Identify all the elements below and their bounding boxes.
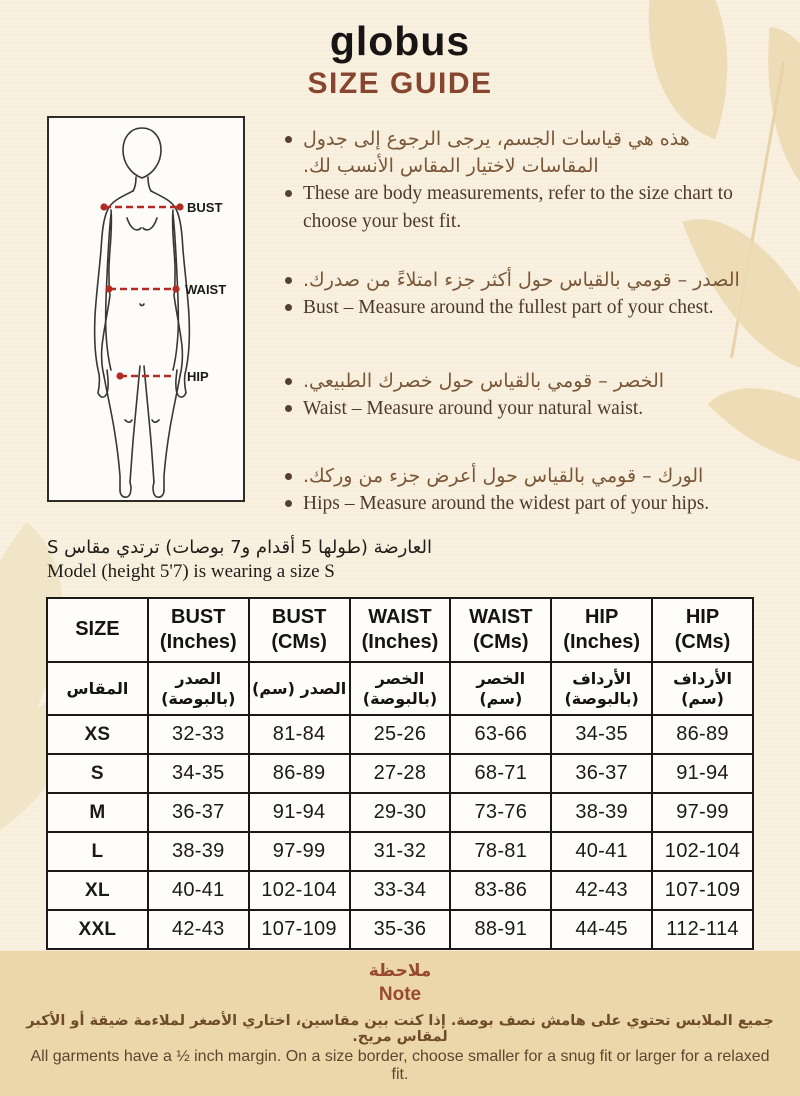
bullet-text-ar: الورك – قومي بالقياس حول أعرض جزء من وركك. xyxy=(303,464,704,487)
list-item xyxy=(285,368,758,395)
list-item xyxy=(285,267,758,294)
table-cell: 88-91 xyxy=(450,910,551,949)
column-header: BUST (Inches) xyxy=(148,598,249,662)
bullet-text-ar: الصدر – قومي بالقياس حول أكثر جزء امتلاءً من صدرك. xyxy=(303,269,740,292)
bullet-dot-icon xyxy=(285,277,292,284)
column-header: SIZE xyxy=(47,598,148,662)
table-cell: 35-36 xyxy=(350,910,451,949)
table-cell: 38-39 xyxy=(551,793,652,832)
bullet-list xyxy=(245,116,758,517)
table-row xyxy=(47,793,753,832)
column-header: WAIST (CMs) xyxy=(450,598,551,662)
list-item-group xyxy=(285,463,758,518)
column-header-ar: الخصر (بالبوصة) xyxy=(350,662,451,715)
list-item xyxy=(285,395,758,423)
size-label-cell: S xyxy=(47,754,148,793)
list-item xyxy=(285,490,758,518)
bullet-text-ar: الخصر – قومي بالقياس حول خصرك الطبيعي. xyxy=(303,369,665,392)
hip-label: HIP xyxy=(187,369,209,384)
column-header-ar: الأرداف (بالبوصة) xyxy=(551,662,652,715)
table-cell: 112-114 xyxy=(652,910,753,949)
column-header: WAIST (Inches) xyxy=(350,598,451,662)
column-header: HIP (Inches) xyxy=(551,598,652,662)
bullet-text-ar: هذه هي قياسات الجسم، يرجى الرجوع إلى جدول المقاسات لاختيار المقاس الأنسب لك. xyxy=(303,128,690,177)
waist-label: WAIST xyxy=(185,282,227,297)
table-cell: 91-94 xyxy=(652,754,753,793)
model-note-en: Model (height 5'7) is wearing a size S xyxy=(47,561,335,583)
table-row xyxy=(47,871,753,910)
list-item-group xyxy=(285,368,758,423)
body-measurement-diagram xyxy=(47,116,245,502)
bullet-dot-icon xyxy=(285,190,292,197)
table-header-row-en xyxy=(47,598,753,662)
bullet-text-en: Bust – Measure around the fullest part of your chest. xyxy=(303,297,714,319)
size-label-cell: XL xyxy=(47,871,148,910)
model-note xyxy=(47,537,800,583)
list-item xyxy=(285,294,758,322)
table-cell: 42-43 xyxy=(551,871,652,910)
bullet-dot-icon xyxy=(285,500,292,507)
table-cell: 86-89 xyxy=(652,715,753,754)
table-cell: 102-104 xyxy=(249,871,350,910)
column-header-ar: المقاس xyxy=(47,662,148,715)
note-title-en: Note xyxy=(378,984,422,1005)
table-cell: 31-32 xyxy=(350,832,451,871)
column-header-ar: الصدر (سم) xyxy=(249,662,350,715)
table-cell: 68-71 xyxy=(450,754,551,793)
table-cell: 91-94 xyxy=(249,793,350,832)
table-cell: 27-28 xyxy=(350,754,451,793)
bullet-dot-icon xyxy=(285,378,292,385)
size-label-cell: L xyxy=(47,832,148,871)
list-item xyxy=(285,180,758,235)
note-section xyxy=(0,951,800,1096)
table-cell: 97-99 xyxy=(249,832,350,871)
measurement-section xyxy=(0,101,800,517)
bullet-dot-icon xyxy=(285,473,292,480)
table-cell: 32-33 xyxy=(148,715,249,754)
size-label-cell: XXL xyxy=(47,910,148,949)
column-header: HIP (CMs) xyxy=(652,598,753,662)
table-row xyxy=(47,754,753,793)
table-cell: 102-104 xyxy=(652,832,753,871)
table-cell: 97-99 xyxy=(652,793,753,832)
table-cell: 34-35 xyxy=(148,754,249,793)
table-cell: 107-109 xyxy=(249,910,350,949)
column-header: BUST (CMs) xyxy=(249,598,350,662)
table-cell: 63-66 xyxy=(450,715,551,754)
bullet-text-en: Waist – Measure around your natural waist. xyxy=(303,397,644,419)
list-item xyxy=(285,126,758,180)
size-label-cell: M xyxy=(47,793,148,832)
body-figure-svg xyxy=(49,118,243,500)
table-cell: 25-26 xyxy=(350,715,451,754)
column-header-ar: الخصر (سم) xyxy=(450,662,551,715)
table-cell: 81-84 xyxy=(249,715,350,754)
list-item-group xyxy=(285,267,758,322)
list-item xyxy=(285,463,758,490)
note-text-en: All garments have a ½ inch margin. On a size border, choose smaller for a snug fit or larger for a relaxed fit. xyxy=(30,1048,770,1083)
list-item-group xyxy=(285,126,758,235)
bullet-dot-icon xyxy=(285,304,292,311)
page-title: SIZE GUIDE xyxy=(307,67,493,100)
table-row xyxy=(47,715,753,754)
table-cell: 73-76 xyxy=(450,793,551,832)
note-text-ar: جميع الملابس تحتوي على هامش نصف بوصة. إذا كنت بين مقاسين، اختاري الأصغر لملاءمة ضيقة أو الأكبر لمقاس مريح. xyxy=(26,1013,774,1045)
table-cell: 36-37 xyxy=(148,793,249,832)
table-cell: 86-89 xyxy=(249,754,350,793)
model-note-ar: العارضة (طولها 5 أقدام و7 بوصات) ترتدي مقاس S xyxy=(47,537,432,559)
bullet-dot-icon xyxy=(285,405,292,412)
bust-label: BUST xyxy=(187,200,223,215)
table-cell: 83-86 xyxy=(450,871,551,910)
brand-logo: globus xyxy=(329,18,471,64)
table-cell: 78-81 xyxy=(450,832,551,871)
table-cell: 42-43 xyxy=(148,910,249,949)
column-header-ar: الأرداف (سم) xyxy=(652,662,753,715)
table-cell: 36-37 xyxy=(551,754,652,793)
size-label-cell: XS xyxy=(47,715,148,754)
table-cell: 40-41 xyxy=(551,832,652,871)
table-cell: 34-35 xyxy=(551,715,652,754)
note-title-ar: ملاحظة xyxy=(368,961,432,981)
bullet-dot-icon xyxy=(285,136,292,143)
table-cell: 107-109 xyxy=(652,871,753,910)
table-cell: 29-30 xyxy=(350,793,451,832)
table-cell: 33-34 xyxy=(350,871,451,910)
size-table xyxy=(46,597,754,950)
column-header-ar: الصدر (بالبوصة) xyxy=(148,662,249,715)
table-cell: 40-41 xyxy=(148,871,249,910)
table-cell: 44-45 xyxy=(551,910,652,949)
table-cell: 38-39 xyxy=(148,832,249,871)
table-row xyxy=(47,910,753,949)
table-row xyxy=(47,832,753,871)
table-header-row-ar xyxy=(47,662,753,715)
bullet-text-en: These are body measurements, refer to the size chart to choose your best fit. xyxy=(303,182,733,232)
bullet-text-en: Hips – Measure around the widest part of your hips. xyxy=(303,492,710,514)
